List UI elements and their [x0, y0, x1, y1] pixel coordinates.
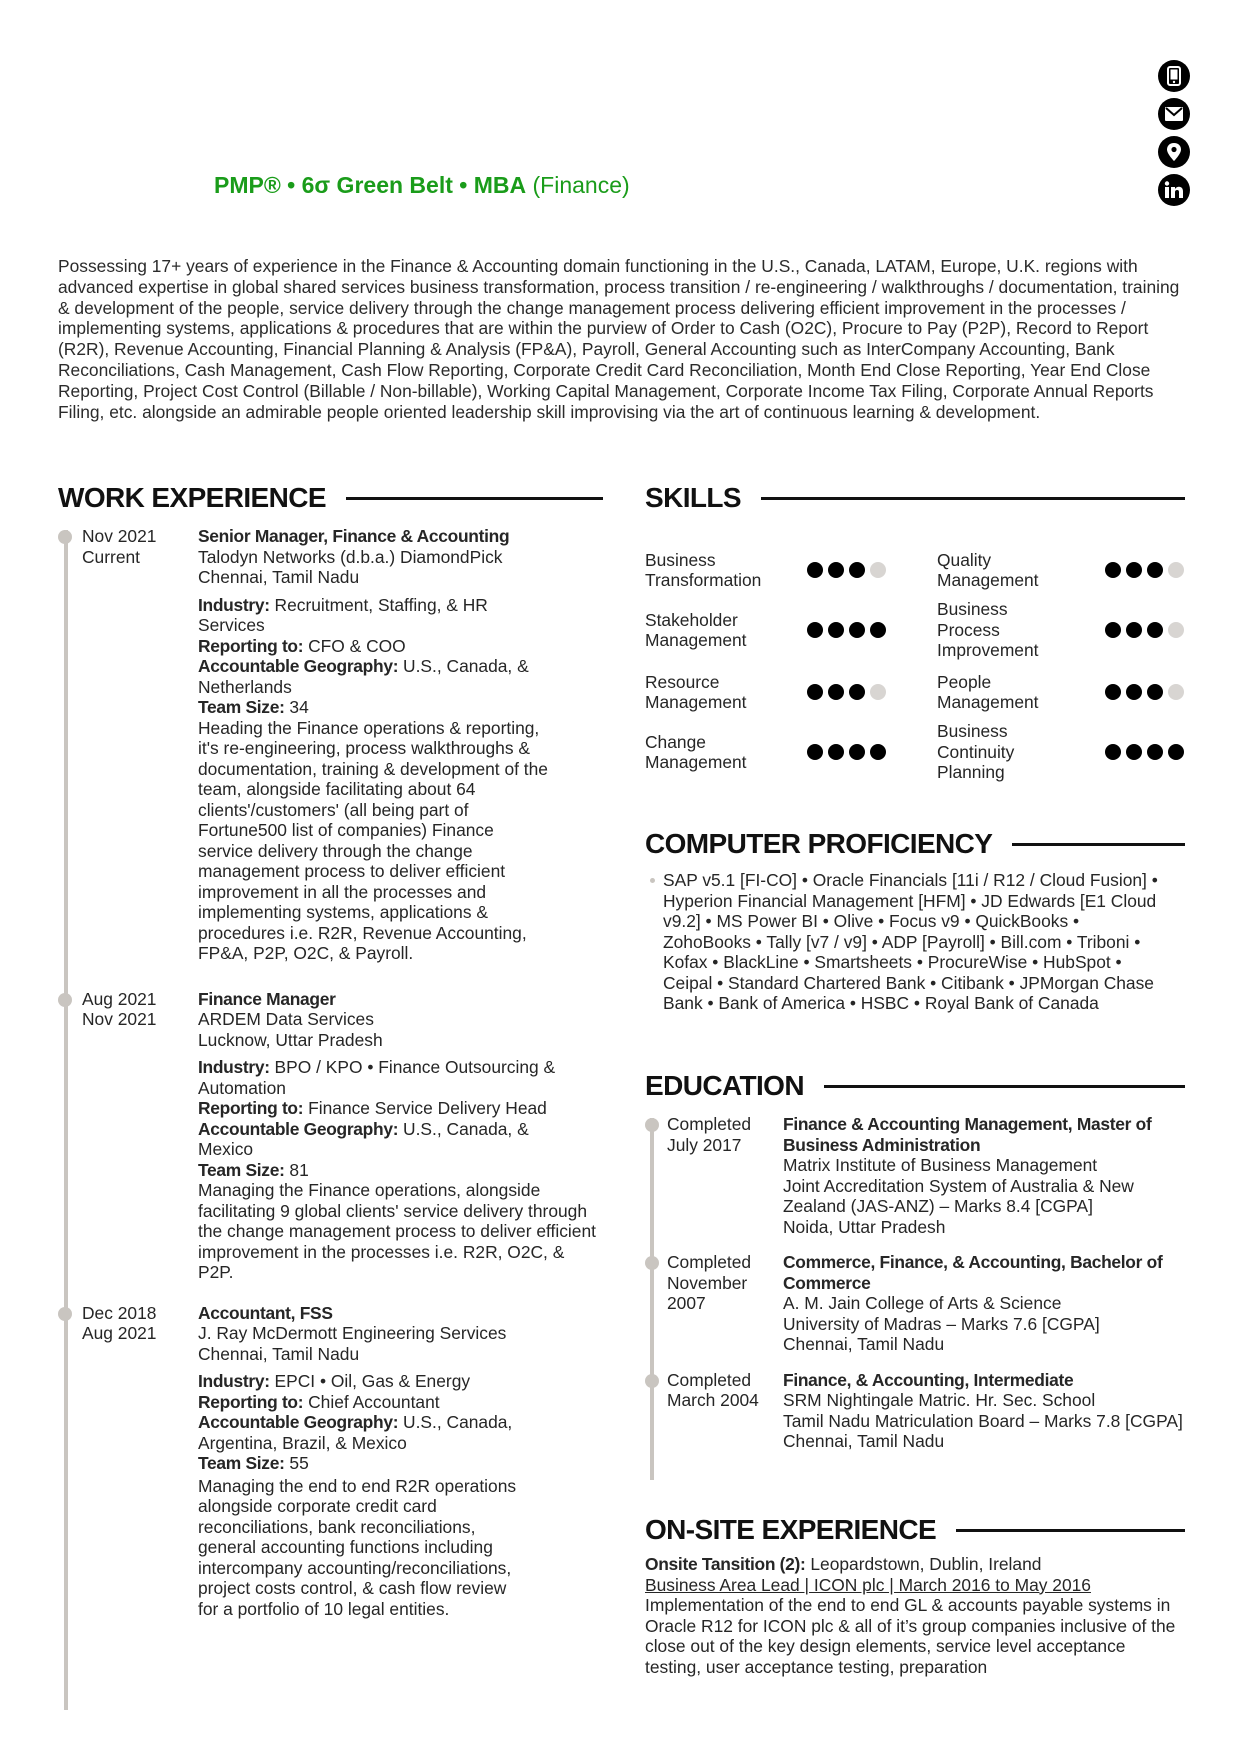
job-title: Finance Manager	[198, 988, 336, 1009]
rating-dot-filled	[1168, 744, 1184, 760]
timeline-dot	[58, 1307, 72, 1321]
heading-rule	[761, 497, 1185, 500]
section-heading	[645, 828, 1185, 860]
skill-item	[937, 600, 1207, 660]
job-industry: Industry: BPO / KPO • Finance Outsourcing & Automation	[198, 1057, 556, 1098]
heading-rule	[346, 497, 603, 500]
section-heading	[645, 482, 1185, 514]
job-description: Managing the Finance operations, alongside facilitating 9 global clients' service delivery through the change management process to deliver efficient improvement in the processes i.e. R2R, O2C, & P2P.	[198, 1180, 596, 1282]
rating-dot-filled	[1147, 562, 1163, 578]
job-industry: Industry: Recruitment, Staffing, & HR Services	[198, 594, 488, 635]
skills-heading: SKILLS	[645, 482, 741, 513]
job-description: Heading the Finance operations & reporting, it's re-engineering, process walkthroughs & documentation, training & development of the team, alongside facilitating about 64 clients'/customers' (all being part of Fortune500 list of companies) Finance service delivery through the change management process to deliver efficient improvement in all the processes and implementing systems, applications & procedures i.e. R2R, Revenue Accounting, FP&A, P2P, O2C, & Payroll.	[198, 717, 548, 963]
skill-item	[645, 662, 915, 722]
education-heading: EDUCATION	[645, 1070, 804, 1101]
job-team-size: Team Size: 34	[198, 697, 309, 717]
credential-separator: •	[280, 172, 302, 198]
education-status: Completed	[667, 1114, 752, 1134]
education-institution: Matrix Institute of Business Management	[783, 1155, 1098, 1175]
rating-dot-filled	[828, 744, 844, 760]
section-heading	[645, 1514, 1185, 1546]
rating-dot-filled	[849, 622, 865, 638]
skill-name: Business Transformation	[645, 549, 762, 590]
computer-proficiency-section	[645, 828, 1185, 1014]
job-end-date: Nov 2021	[82, 1009, 157, 1029]
computer-proficiency-heading: COMPUTER PROFICIENCY	[645, 828, 993, 859]
skill-item	[937, 722, 1207, 782]
education-board: Joint Accreditation System of Australia & New Zealand (JAS-ANZ) – Marks 8.4 [CGPA]	[783, 1175, 1134, 1216]
onsite-role-line: Business Area Lead | ICON plc | March 2016 to May 2016	[645, 1574, 1091, 1595]
rating-dot-empty	[1168, 684, 1184, 700]
education-degree: Finance, & Accounting, Intermediate	[783, 1369, 1074, 1390]
rating-dot-filled	[1147, 684, 1163, 700]
education-degree: Finance & Accounting Management, Master of Business Administration	[783, 1114, 1152, 1155]
skill-name: Resource Management	[645, 671, 747, 712]
timeline-dot	[645, 1256, 659, 1270]
rating-dot-filled	[807, 744, 823, 760]
job-industry: Industry: EPCI • Oil, Gas & Energy	[198, 1371, 471, 1391]
rating-dot-filled	[849, 562, 865, 578]
job-start-date: Dec 2018	[82, 1302, 157, 1323]
education-degree: Commerce, Finance, & Accounting, Bachelor of Commerce	[783, 1252, 1163, 1293]
rating-dot-filled	[1147, 744, 1163, 760]
education-location: Noida, Uttar Pradesh	[783, 1216, 946, 1237]
education-location: Chennai, Tamil Nadu	[783, 1431, 945, 1451]
rating-dot-empty	[870, 684, 886, 700]
rating-dot-filled	[1105, 744, 1121, 760]
job-location: Lucknow, Uttar Pradesh	[198, 1029, 383, 1050]
job-company: ARDEM Data Services	[198, 1009, 374, 1029]
job-geography: Accountable Geography: U.S., Canada, Argentina, Brazil, & Mexico	[198, 1412, 513, 1453]
rating-dot-filled	[828, 684, 844, 700]
job-dates	[82, 1303, 192, 1344]
timeline-dot	[58, 993, 72, 1007]
skills-section	[645, 482, 1185, 790]
rating-dot-empty	[870, 562, 886, 578]
rating-dot-empty	[1168, 622, 1184, 638]
job-company: Talodyn Networks (d.b.a.) DiamondPick	[198, 546, 503, 567]
onsite-location: Leopardstown, Dublin, Ireland	[805, 1554, 1042, 1574]
software-list-text: SAP v5.1 [FI-CO] • Oracle Financials [11i / R12 / Cloud Fusion] • Hyperion Financial Management [HFM] • JD Edwards [E1 Cloud v9.2] • MS Power BI • Olive • Focus v9 • QuickBooks • ZohoBooks • Tally [v7 / v9] • ADP [Payroll] • Bill.com • Triboni • Kofax • BlackLine • Smartsheets • ProcureWise • HubSpot • Ceipal • Standard Chartered Bank • Citibank • JPMorgan Chase Bank • Bank of America • HSBC • Royal Bank of Canada	[663, 870, 1158, 1013]
work-experience-heading: WORK EXPERIENCE	[58, 482, 326, 513]
credential-pmp: PMP®	[214, 172, 281, 198]
rating-dot-filled	[1126, 562, 1142, 578]
rating-dot-filled	[828, 562, 844, 578]
software-list	[645, 870, 1170, 1014]
heading-rule	[1012, 843, 1185, 846]
skill-rating	[1105, 562, 1184, 578]
rating-dot-empty	[1168, 562, 1184, 578]
skill-rating	[807, 744, 886, 760]
timeline-dot	[645, 1374, 659, 1388]
section-heading	[58, 482, 603, 514]
job-end-date: Aug 2021	[82, 1323, 157, 1343]
skill-rating	[807, 684, 886, 700]
job-end-date: Current	[82, 546, 140, 567]
skill-rating	[1105, 684, 1184, 700]
rating-dot-filled	[807, 622, 823, 638]
education-status: Completed	[667, 1369, 752, 1390]
credential-separator: •	[452, 172, 474, 198]
skill-name: People Management	[937, 671, 1039, 712]
job-dates	[82, 989, 192, 1030]
education-location: Chennai, Tamil Nadu	[783, 1334, 945, 1354]
work-experience-section	[58, 482, 603, 1619]
skill-item	[645, 600, 915, 660]
bullet-icon	[650, 878, 655, 883]
job-entry	[58, 1303, 603, 1620]
heading-rule	[824, 1085, 1185, 1088]
skill-name: Business Process Improvement	[937, 599, 1039, 661]
job-entry	[58, 526, 603, 964]
rating-dot-filled	[870, 744, 886, 760]
rating-dot-filled	[807, 562, 823, 578]
timeline-dot	[645, 1118, 659, 1132]
education-entry	[645, 1114, 1185, 1237]
education-status: Completed	[667, 1252, 752, 1272]
onsite-transition	[645, 1554, 1185, 1575]
education-date: July 2017	[667, 1134, 742, 1155]
credential-mba: MBA	[473, 172, 527, 198]
skill-rating	[1105, 622, 1184, 638]
education-date: November 2007	[667, 1272, 748, 1313]
skill-item	[645, 540, 915, 600]
skill-name: Business Continuity Planning	[937, 721, 1015, 783]
job-description: Managing the end to end R2R operations alongside corporate credit card reconciliations, bank reconciliations, general accounting functions including intercompany accounting/reconciliations, project costs control, & cash flow review for a portfolio of 10 legal entities.	[198, 1475, 517, 1619]
job-title: Senior Manager, Finance & Accounting	[198, 526, 510, 546]
job-location: Chennai, Tamil Nadu	[198, 1343, 360, 1364]
rating-dot-filled	[870, 622, 886, 638]
job-team-size: Team Size: 55	[198, 1453, 309, 1473]
education-entry	[645, 1252, 1185, 1355]
education-dates	[667, 1370, 772, 1411]
job-dates	[82, 526, 192, 567]
job-location: Chennai, Tamil Nadu	[198, 567, 360, 587]
skill-rating	[807, 622, 886, 638]
rating-dot-filled	[807, 684, 823, 700]
skill-item	[937, 662, 1207, 722]
education-institution: A. M. Jain College of Arts & Science	[783, 1293, 1062, 1313]
job-title: Accountant, FSS	[198, 1302, 333, 1323]
timeline-dot	[58, 530, 72, 544]
job-entry	[58, 989, 603, 1283]
professional-summary: Possessing 17+ years of experience in the Finance & Accounting domain functioning in the U.S., Canada, LATAM, Europe, U.K. regions with advanced expertise in global shared services business transformation, process transition / re-engineering / walkthroughs / documentation, training & development of the people, service delivery through the change management process delivering efficient improvement in the processes / implementing systems, applications & procedures that are within the purview of Order to Cash (O2C), Procure to Pay (P2P), Record to Report (R2R), Revenue Accounting, Financial Planning & Analysis (FP&A), Payroll, General Accounting such as InterCompany Accounting, Bank Reconciliations, Cash Management, Cash Flow Reporting, Corporate Credit Card Reconciliation, Month End Close Reporting, Year End Close Reporting, Project Cost Control (Billable / Non-billable), Working Capital Management, Corporate Income Tax Filing, Corporate Annual Reports Filing, etc. alongside an admirable people oriented leadership skill improvising via the art of continuous learning & development.	[58, 256, 1180, 422]
rating-dot-filled	[1105, 622, 1121, 638]
email-icon[interactable]	[1158, 98, 1190, 130]
job-start-date: Aug 2021	[82, 988, 157, 1009]
skill-name: Stakeholder Management	[645, 609, 747, 650]
rating-dot-filled	[1147, 622, 1163, 638]
job-company: J. Ray McDermott Engineering Services	[198, 1323, 507, 1343]
section-heading	[645, 1070, 1185, 1102]
linkedin-icon[interactable]	[1158, 174, 1190, 206]
rating-dot-filled	[1126, 684, 1142, 700]
education-dates	[667, 1252, 772, 1314]
credential-mba-note: (Finance)	[526, 172, 630, 198]
onsite-experience-heading: ON-SITE EXPERIENCE	[645, 1514, 937, 1545]
rating-dot-filled	[1126, 744, 1142, 760]
onsite-description: Implementation of the end to end GL & accounts payable systems in Oracle R12 for ICON plc & all of it’s group companies inclusive of the close out of the key design elements, service level acceptance testing, user acceptance testing, preparation	[645, 1595, 1176, 1677]
rating-dot-filled	[1105, 684, 1121, 700]
skill-item	[937, 540, 1207, 600]
job-reporting: Reporting to: Finance Service Delivery Head	[198, 1098, 547, 1118]
onsite-label: Onsite Tansition (2):	[645, 1554, 806, 1574]
job-team-size: Team Size: 81	[198, 1159, 309, 1180]
skill-rating	[1105, 744, 1184, 760]
job-reporting: Reporting to: Chief Accountant	[198, 1391, 440, 1412]
skill-item	[645, 722, 915, 782]
phone-icon[interactable]	[1158, 60, 1190, 92]
onsite-experience-section	[645, 1514, 1185, 1677]
education-dates	[667, 1114, 772, 1155]
credentials-line	[214, 171, 630, 199]
job-geography: Accountable Geography: U.S., Canada, & Mexico	[198, 1118, 529, 1159]
credential-six-sigma: 6σ Green Belt	[301, 172, 453, 198]
job-geography: Accountable Geography: U.S., Canada, & Netherlands	[198, 656, 529, 697]
skill-rating	[807, 562, 886, 578]
job-reporting: Reporting to: CFO & COO	[198, 635, 406, 656]
education-section	[645, 1070, 1185, 1452]
rating-dot-filled	[1126, 622, 1142, 638]
contact-icons	[1158, 60, 1192, 212]
rating-dot-filled	[849, 744, 865, 760]
education-board: University of Madras – Marks 7.6 [CGPA]	[783, 1313, 1100, 1334]
location-icon[interactable]	[1158, 136, 1190, 168]
skill-name: Change Management	[645, 731, 747, 772]
education-board: Tamil Nadu Matriculation Board – Marks 7.8 [CGPA]	[783, 1410, 1183, 1431]
education-entry	[645, 1370, 1185, 1452]
education-institution: SRM Nightingale Matric. Hr. Sec. School	[783, 1390, 1096, 1410]
rating-dot-filled	[849, 684, 865, 700]
skill-grid	[645, 540, 1185, 790]
rating-dot-filled	[828, 622, 844, 638]
job-start-date: Nov 2021	[82, 526, 157, 546]
education-date: March 2004	[667, 1390, 759, 1410]
rating-dot-filled	[1105, 562, 1121, 578]
heading-rule	[956, 1529, 1185, 1532]
skill-name: Quality Management	[937, 549, 1039, 590]
